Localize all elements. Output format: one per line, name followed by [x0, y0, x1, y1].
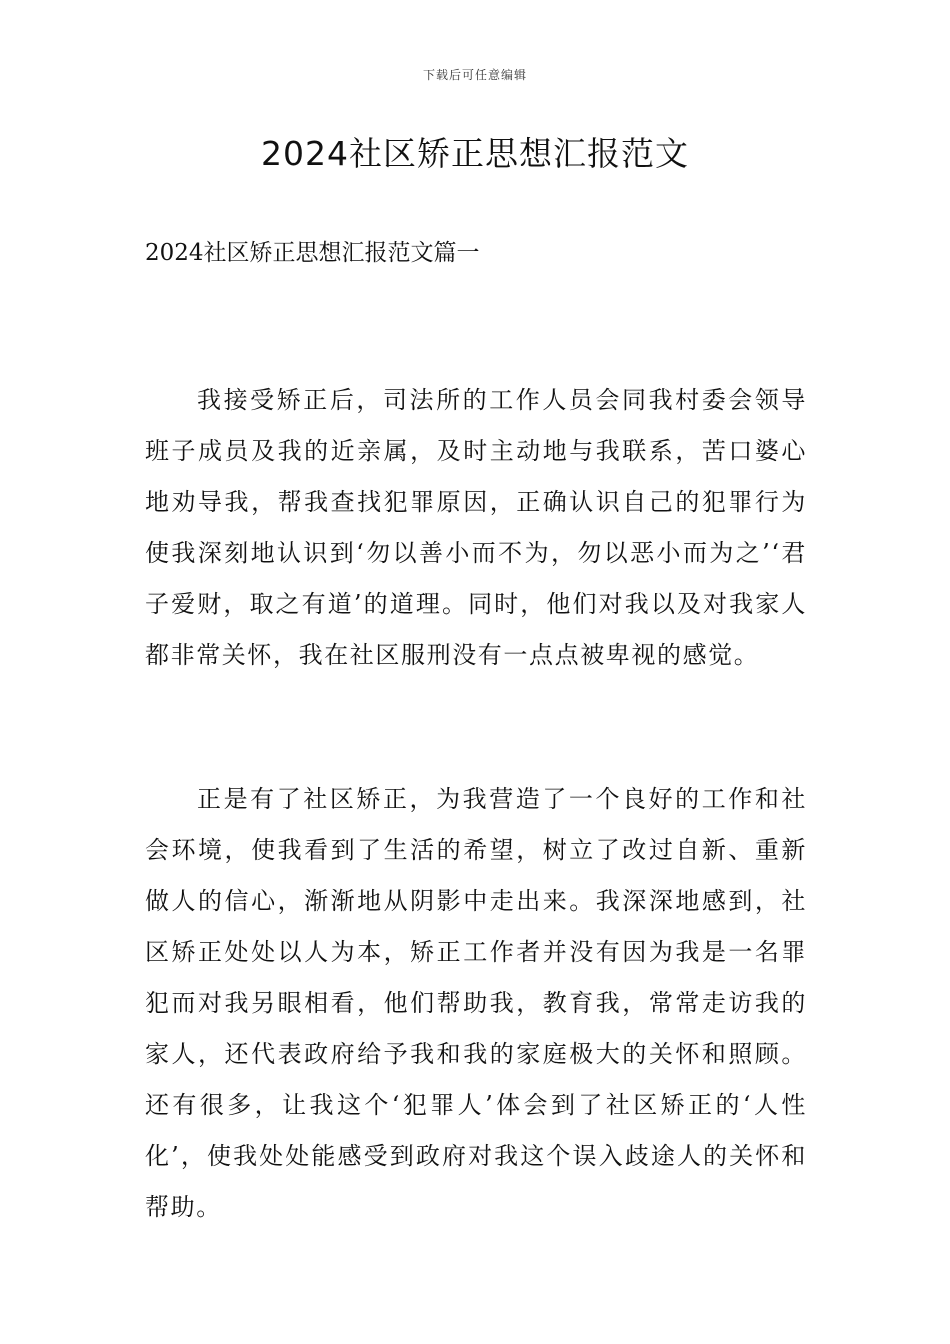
- document-title: 2024社区矫正思想汇报范文: [261, 134, 689, 173]
- paragraph: 我接受矫正后，司法所的工作人员会同我村委会领导班子成员及我的近亲属，及时主动地与我联系，苦口婆心地劝导我，帮我查找犯罪原因，正确认识自己的犯罪行为使我深刻地认识到‘勿以善小而不为，勿以恶小而为之’‘君子爱财，取之有道’的道理。同时，他们对我以及对我家人都非常关怀，我在社区服刑没有一点点被卑视的感觉。: [145, 386, 807, 669]
- header-note: 下载后可任意编辑: [422, 68, 527, 82]
- paragraph: 正是有了社区矫正，为我营造了一个良好的工作和社会环境，使我看到了生活的希望，树立了改过自新、重新做人的信心，渐渐地从阴影中走出来。我深深地感到，社区矫正处处以人为本，矫正工作者并没有因为我是一名罪犯而对我另眼相看，他们帮助我，教育我，常常走访我的家人，还代表政府给予我和我的家庭极大的关怀和照顾。还有很多，让我这个‘犯罪人’体会到了社区矫正的‘人性化’，使我处处能感受到政府对我这个误入歧途人的关怀和帮助。: [145, 785, 807, 1221]
- section-title: 2024社区矫正思想汇报范文篇一: [145, 240, 480, 266]
